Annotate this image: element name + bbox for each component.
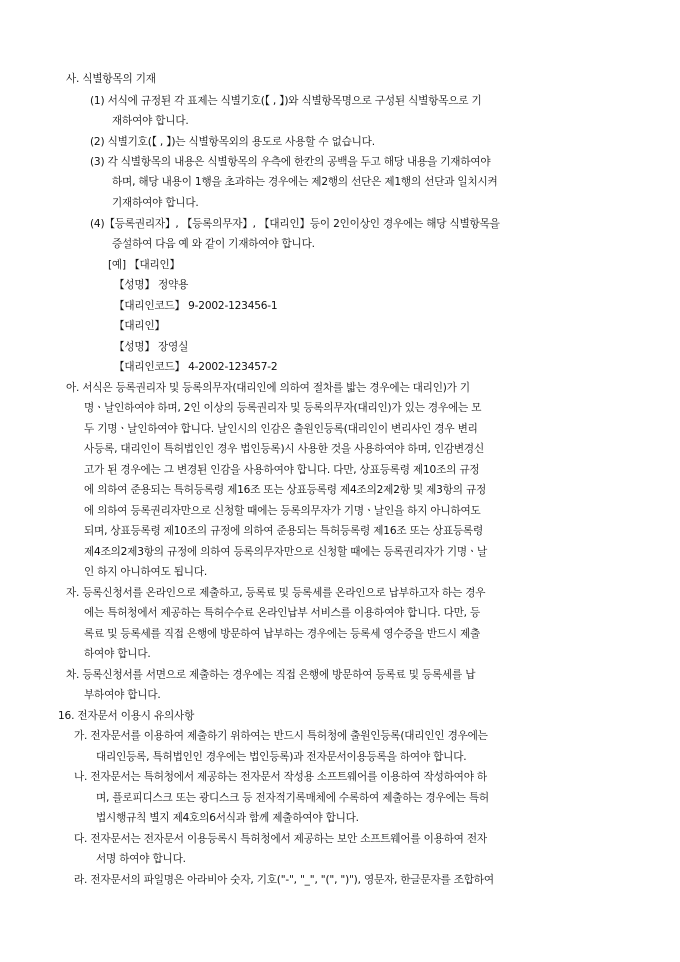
text-line: 【성명】 정약용 [114,279,189,291]
text-line: 에는 특허청에서 제공하는 특허수수료 온라인납부 서비스를 이용하여야 합니다. 다만, 등 [84,607,481,619]
text-line: 제4조의2제3항의 규정에 의하여 등록의무자만으로 신청할 때에는 등록권리자가 기명ㆍ날 [84,546,487,558]
text-line: 재하여야 합니다. [112,115,189,127]
text-line: 다. 전자문서는 전자문서 이용등록시 특허청에서 제공하는 보안 소프트웨어를 이용하여 전자 [74,833,487,845]
text-line: 고가 된 경우에는 그 변경된 인감을 사용하여야 합니다. 다만, 상표등록령 제10조의 규정 [84,464,480,476]
text-line: 가. 전자문서를 이용하여 제출하기 위하여는 반드시 특허청에 출원인등록(대리인인 경우에는 [74,730,488,742]
text-line: 16. 전자문서 이용시 유의사항 [58,710,195,722]
text-line: 며, 플로피디스크 또는 광디스크 등 전자적기록매체에 수록하여 제출하는 경우에는 특허 [96,792,489,804]
text-line: 기재하여야 합니다. [112,197,199,209]
text-line: (3) 각 식별항목의 내용은 식별항목의 우측에 한칸의 공백을 두고 해당 내용을 기재하여야 [90,156,491,168]
text-line: 차. 등록신청서를 서면으로 제출하는 경우에는 직접 은행에 방문하여 등록료 및 등록세를 납 [66,669,476,681]
text-line: 사. 식별항목의 기재 [66,73,156,85]
text-line: 하여야 합니다. [84,648,151,660]
text-line: 【성명】 장영실 [114,341,189,353]
text-line: 아. 서식은 등록권리자 및 등록의무자(대리인에 의하여 절차를 밟는 경우에는 대리인)가 기 [66,382,470,394]
text-line: 록료 및 등록세를 직접 은행에 방문하여 납부하는 경우에는 등록세 영수증을 반드시 제출 [84,628,481,640]
text-line: 라. 전자문서의 파일명은 아라비아 숫자, 기호("-", "_", "(", ")"), 영문자, 한글문자를 조합하여 [74,874,494,886]
text-line: 대리인등록, 특허법인인 경우에는 법인등록)과 전자문서이용등록을 하여야 합니다. [96,751,467,763]
text-line: 하며, 해당 내용이 1행을 초과하는 경우에는 제2행의 선단은 제1행의 선단과 일치시켜 [112,176,498,188]
text-line: 되며, 상표등록령 제10조의 규정에 의하여 준용되는 특허등록령 제16조 또는 상표등록령 [84,525,483,537]
text-line: 【대리인코드】 9-2002-123456-1 [114,300,278,312]
text-line: 【대리인코드】 4-2002-123457-2 [114,361,278,373]
text-line: 사등록, 대리인이 특허법인인 경우 법인등록)시 사용한 것을 사용하여야 하며, 인감변경신 [84,443,484,455]
text-line: 명ㆍ날인하여야 하며, 2인 이상의 등록권리자 및 등록의무자(대리인)가 있는 경우에는 모 [84,402,482,414]
text-line: 에 의하여 준용되는 특허등록령 제16조 또는 상표등록령 제4조의2제2항 및 제3항의 규정 [84,484,487,496]
text-line: (4)【등록권리자】, 【등록의무자】, 【대리인】등이 2인이상인 경우에는 해당 식별항목을 [90,218,500,230]
text-line: 부하여야 합니다. [84,689,161,701]
text-line: 두 기명ㆍ날인하여야 합니다. 날인시의 인감은 출원인등록(대리인이 변리사인 경우 변리 [84,423,478,435]
text-line: 인 하지 아니하여도 됩니다. [84,566,208,578]
text-line: 증설하여 다음 예 와 같이 기재하여야 합니다. [112,238,315,250]
text-line: 자. 등록신청서를 온라인으로 제출하고, 등록료 및 등록세를 온라인으로 납부하고자 하는 경우 [66,587,486,599]
text-line: 에 의하여 등록권리자만으로 신청할 때에는 등록의무자가 기명ㆍ날인을 하지 아니하여도 [84,505,481,517]
text-line: 서명 하여야 합니다. [96,853,186,865]
text-line: (2) 식별기호(【 , 】)는 식별항목외의 용도로 사용할 수 없습니다. [90,136,375,148]
text-line: [예] 【대리인】 [108,259,180,271]
text-line: 【대리인】 [114,320,165,332]
text-line: 법시행규칙 별지 제4호의6서식과 함께 제출하여야 합니다. [96,812,359,824]
text-line: 나. 전자문서는 특허청에서 제공하는 전자문서 작성용 소프트웨어를 이용하여 작성하여야 하 [74,771,487,783]
text-line: (1) 서식에 규정된 각 표제는 식별기호(【 , 】)와 식별항목명으로 구성된 식별항목으로 기 [90,95,482,107]
